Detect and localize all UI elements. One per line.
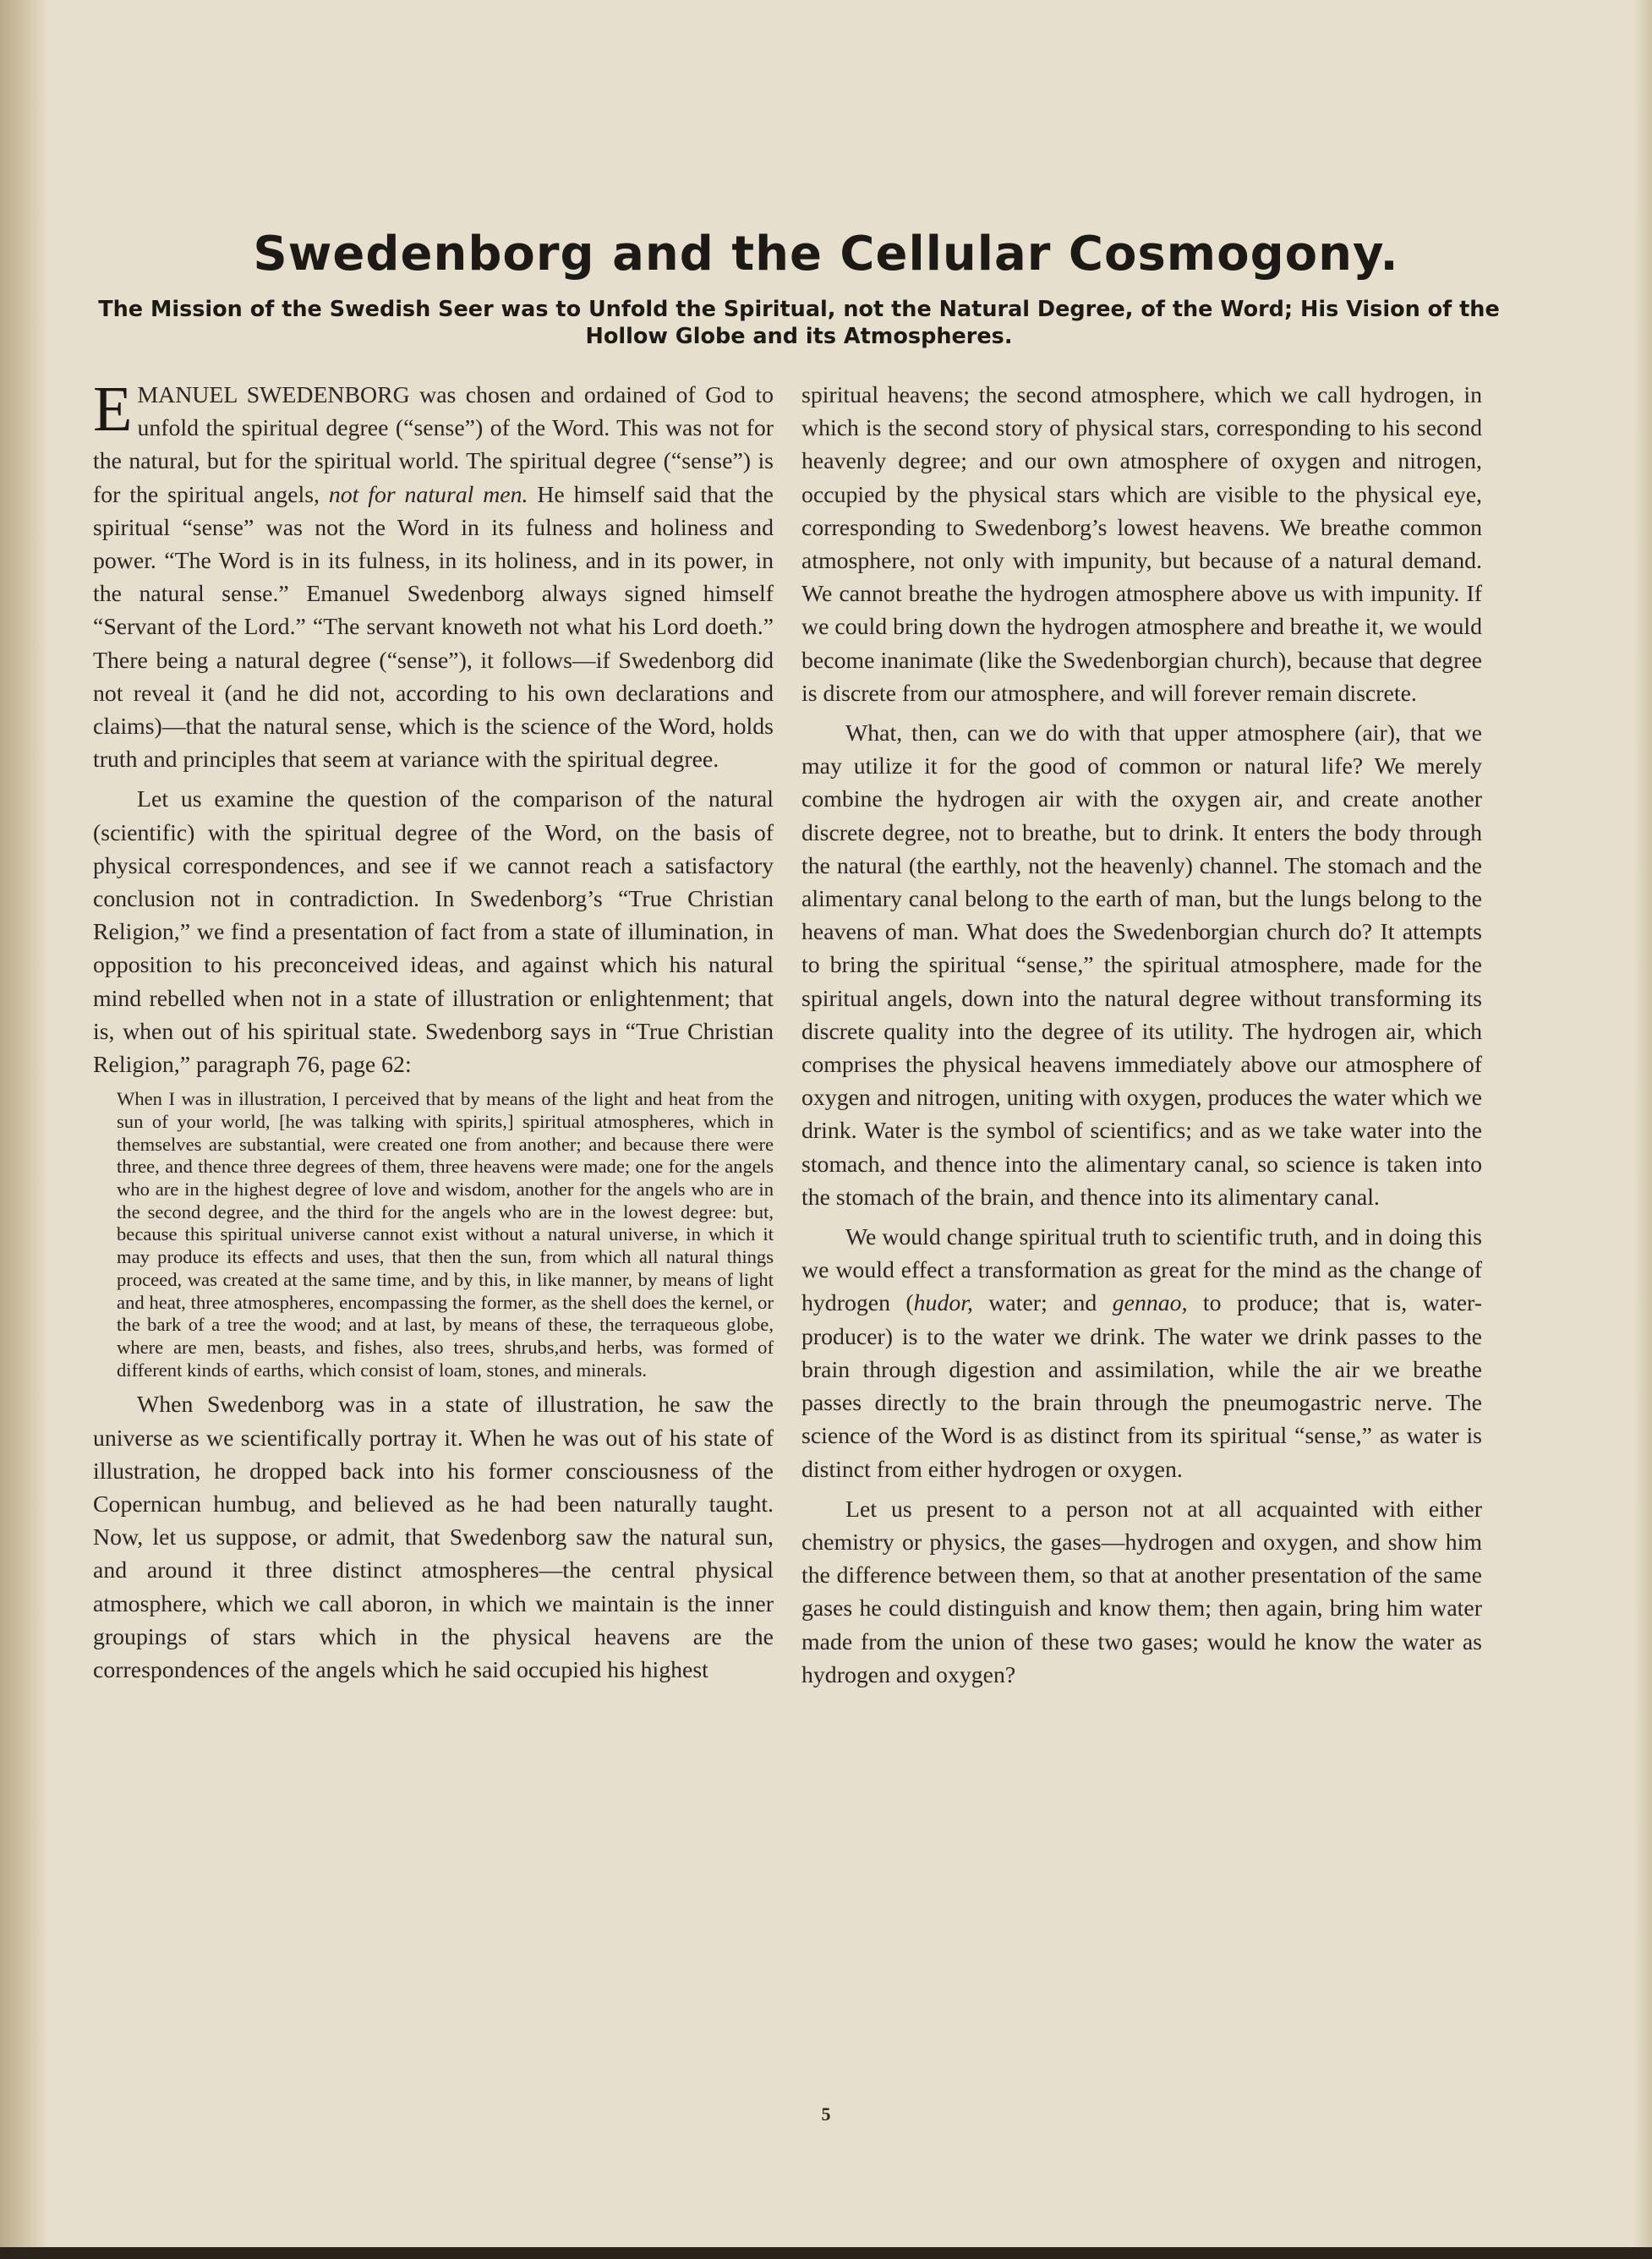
emphasis-text: gennao, (1112, 1290, 1188, 1317)
paragraph-text: He himself said that the spiritual “sense” was not the Word in its fulness and holiness and power. “The Word is in its fulness, in its holiness, and in its power, in the natural sense.” Emanuel Swedenborg always signed himself “Servant of the Lord.” “The servant knoweth not what his Lord doeth.” There being a natural degree (“sense”), it follows—if Swedenborg did not reveal it (and he did not, according to his own declarations and claims)—that the natural sense, which is the science of the Word, holds truth and principles that seem at variance with the spiritual degree. (93, 481, 774, 774)
paragraph: What, then, can we do with that upper atmosphere (air), that we may utilize it for the good of common or natural life? We merely combine the hydrogen air with the oxygen air, and create another discrete degree, not to breathe, but to drink. It enters the body through the natural (the earthly, not the heavenly) channel. The stomach and the alimentary canal belong to the earth of man, but the lungs belong to the heavens of man. What does the Swedenborgian church do? It attempts to bring the spiritual “sense,” the spiritual atmosphere, made for the spiritual angels, down into the natural degree without transforming its discrete quality into the degree of its utility. The hydrogen air, which comprises the physical heavens immediately above our atmosphere of oxygen and nitrogen, uniting with oxygen, produces the water which we drink. Water is the symbol of scientifics; and as we take water into the stomach, and thence into the alimentary canal, so science is taken into the stomach of the brain, and thence into its alimentary canal. (801, 720, 1482, 1211)
page-number: 5 (821, 2103, 831, 2125)
emphasis-text: hudor, (913, 1290, 973, 1317)
paragraph-text: We would change spiritual truth to scientific truth, and in doing this we would effect a transformation as great for the mind as the change of hydrogen ( (801, 1224, 1482, 1317)
paragraph-text: to produce; that is, water-producer) is to the water we drink. The water we drink passes to the brain through digestion and assimilation, while the air we breathe passes directly to the brain through the pneumogastric nerve. The science of the Word is as distinct from its spiritual “sense,” as water is distinct from either hydrogen or oxygen. (801, 1290, 1482, 1483)
paragraph (801, 1221, 1482, 1486)
paragraph: spiritual heavens; the second atmosphere, which we call hydrogen, in which is the second story of physical stars, corresponding to his second heavenly degree; and our own atmosphere of oxygen and nitrogen, occupied by the physical stars which are visible to the physical eye, corresponding to Swedenborg’s lowest heavens. We breathe common atmosphere, not only with impunity, but because of a natural demand. We cannot breathe the hydrogen atmosphere above us with impunity. If we could bring down the hydrogen atmosphere and breathe it, we would become inanimate (like the Swedenborgian church), because that degree is discrete from our atmosphere, and will forever remain discrete. (801, 382, 1482, 707)
emphasis-text: not for natural men. (328, 481, 528, 508)
paragraph: When Swedenborg was in a state of illustration, he saw the universe as we scientifically portray it. When he was out of his state of illustration, he dropped back into his former consciousness of the Copernican humbug, and believed as he had been naturally taught. Now, let us suppose, or admit, that Swedenborg saw the natural sun, and around it three distinct atmospheres—the central physical atmosphere, which we call aboron, in which we maintain is the inner groupings of stars which in the physical heavens are the correspondences of the angels which he said occupied his highest (93, 1392, 774, 1684)
right-column (801, 379, 1482, 2103)
page-binding (0, 0, 49, 2259)
paragraph: Let us examine the question of the comparison of the natural (scientific) with the spiritual degree of the Word, on the basis of physical correspondences, and see if we cannot reach a satisfactory conclusion not in contradiction. In Swedenborg’s “True Christian Religion,” we find a presentation of fact from a state of illumination, in opposition to his preconceived ideas, and against which his natural mind rebelled when not in a state of illustration or enlightenment; that is, when out of his spiritual state. Swedenborg says in “True Christian Religion,” paragraph 76, page 62: (93, 786, 774, 1079)
paragraph (93, 374, 774, 776)
paragraph-text: MANUEL SWEDENBORG was chosen and ordained of God to unfold the spiritual degree (“sense”) of the Word. This was not for the natural, but for the spiritual world. The spiritual degree (“sense”) is for the spiritual angels, (93, 382, 774, 508)
block-quote: When I was in illustration, I perceived that by means of the light and heat from the sun of your world, [he was talking with spirits,] spiritual atmospheres, which in themselves are substantial, were created one from another; and because there were three, and thence three degrees of them, three heavens were made; one for the angels who are in the highest degree of love and wisdom, another for the angels who are in the second degree, and the third for the angels who are in the lowest degree: but, because this spiritual universe cannot exist without a natural universe, in which it may produce its effects and uses, that then the sun, from which all natural things proceed, was created at the same time, and by this, in like manner, by means of light and heat, three atmospheres, encompassing the former, as the shell does the kernel, or the bark of a tree the wood; and at last, by means of these, the terraqueous globe, where are men, beasts, and fishes, also trees, shrubs,and herbs, was formed of different kinds of earths, which consist of loam, stones, and minerals. (117, 1088, 774, 1381)
left-column (93, 374, 774, 2103)
page-edge (1633, 0, 1652, 2259)
article-title: Swedenborg and the Cellular Cosmogony. (253, 227, 1399, 282)
paragraph-text: water; and (972, 1290, 1113, 1317)
paragraph: Let us present to a person not at all acquainted with either chemistry or physics, the gases—hydrogen and oxygen, and show him the difference between them, so that at another presentation of the same gases he could distinguish and know them; then again, bring him water made from the union of these two gases; would he know the water as hydrogen and oxygen? (801, 1496, 1482, 1688)
drop-cap: E (93, 374, 133, 445)
article-subtitle: The Mission of the Swedish Seer was to Unfold the Spiritual, not the Natural Degree, of the Word; His Vision of the Hollow Globe and its Atmospheres. (98, 297, 1500, 349)
page-bottom-edge (0, 2247, 1652, 2259)
